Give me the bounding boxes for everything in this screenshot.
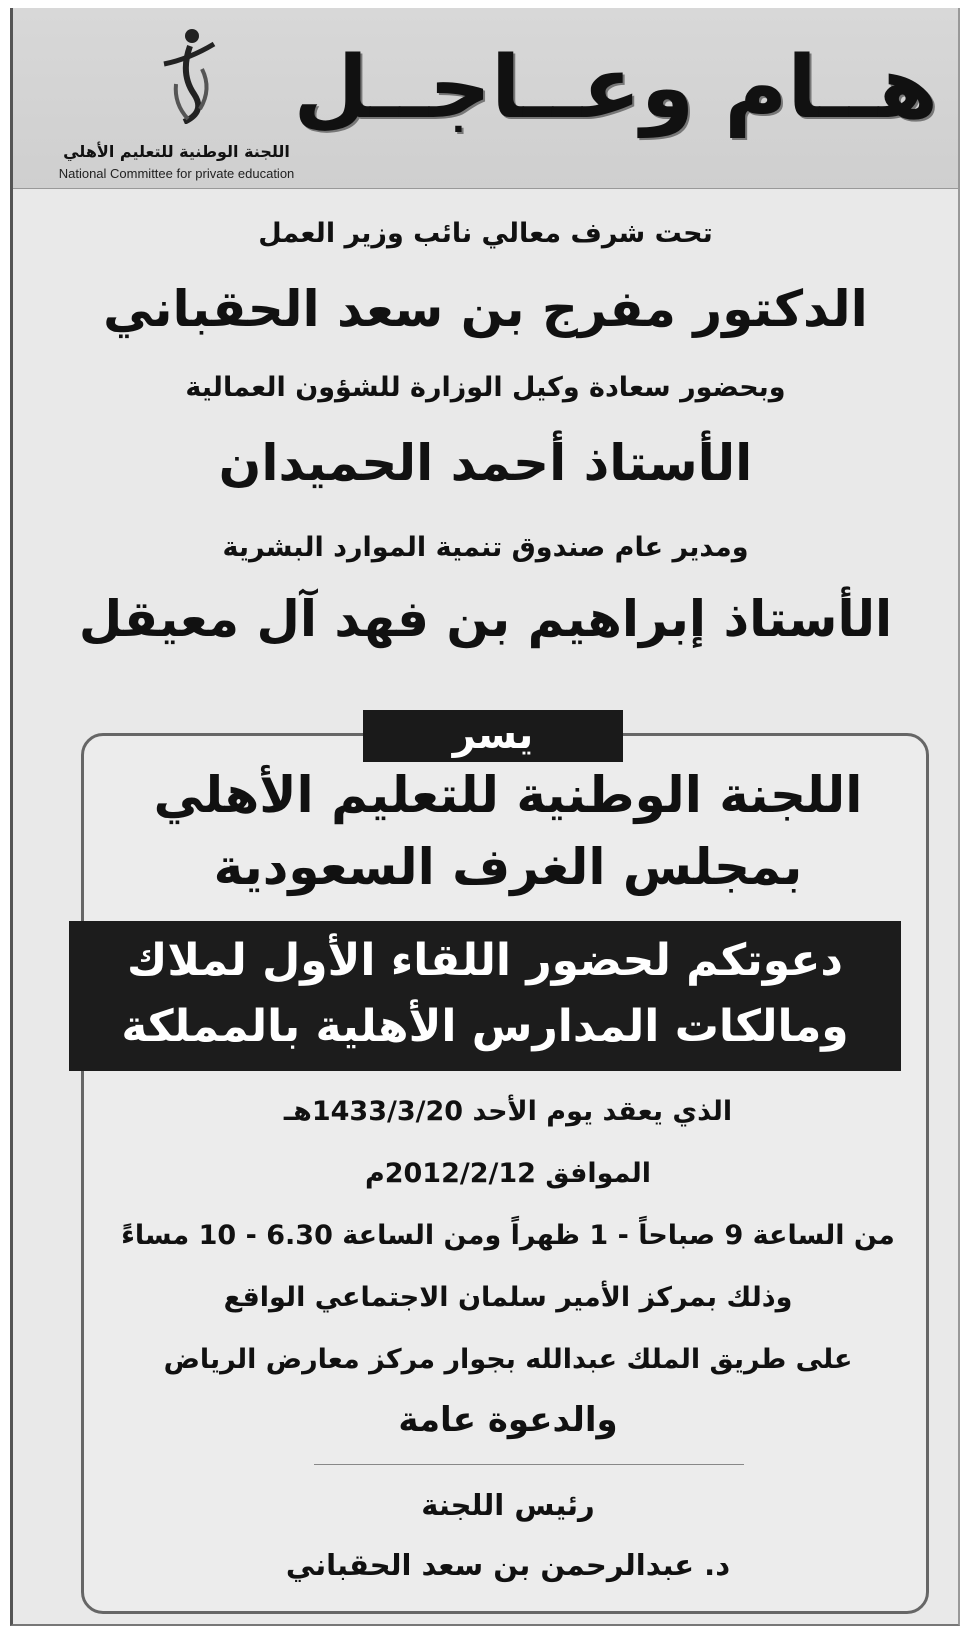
advertisement bbox=[10, 8, 960, 1626]
date-gregorian: الموافق 2012/2/12م bbox=[364, 1158, 652, 1189]
attendance-line-2: ومدير عام صندوق تنمية الموارد البشرية bbox=[222, 532, 749, 563]
organizer-line-2: بمجلس الغرف السعودية bbox=[213, 838, 803, 896]
yasur-label: يسر bbox=[363, 710, 623, 762]
invitation-banner bbox=[69, 921, 901, 1071]
patron-name: الدكتور مفرج بن سعد الحقباني bbox=[103, 280, 868, 338]
attendance-line-1: وبحضور سعادة وكيل الوزارة للشؤون العمالية bbox=[185, 372, 786, 403]
event-times: من الساعة 9 صباحاً - 1 ظهراً ومن الساعة 6.30 - 10 مساءً bbox=[121, 1220, 895, 1251]
guest-name-2: الأستاذ إبراهيم بن فهد آل معيقل bbox=[78, 590, 893, 648]
date-hijri: الذي يعقد يوم الأحد 1433/3/20هـ bbox=[283, 1096, 733, 1127]
divider bbox=[314, 1464, 744, 1465]
venue-line: وذلك بمركز الأمير سلمان الاجتماعي الواقع bbox=[223, 1282, 793, 1313]
organizer-line-1: اللجنة الوطنية للتعليم الأهلي bbox=[153, 766, 863, 824]
invitation-box bbox=[81, 733, 929, 1614]
signature-title: رئيس اللجنة bbox=[421, 1488, 595, 1522]
committee-logo bbox=[39, 18, 314, 183]
header-band bbox=[13, 8, 958, 189]
invitation-line-2: ومالكات المدارس الأهلية بالمملكة bbox=[121, 1001, 849, 1052]
logo-arabic-text: اللجنة الوطنية للتعليم الأهلي bbox=[63, 142, 290, 161]
headline: هــام وعــاجــل bbox=[293, 38, 938, 138]
logo-english-text: National Committee for private education bbox=[58, 166, 295, 181]
road-line: على طريق الملك عبدالله بجوار مركز معارض الرياض bbox=[163, 1344, 853, 1375]
patronage-line: تحت شرف معالي نائب وزير العمل bbox=[258, 218, 713, 249]
invitation-line-1: دعوتكم لحضور اللقاء الأول لملاك bbox=[127, 935, 843, 986]
public-invitation: والدعوة عامة bbox=[398, 1400, 618, 1440]
guest-name-1: الأستاذ أحمد الحميدان bbox=[218, 434, 753, 492]
signature-name: د. عبدالرحمن بن سعد الحقباني bbox=[285, 1548, 731, 1582]
logo-figure-icon bbox=[154, 24, 224, 124]
